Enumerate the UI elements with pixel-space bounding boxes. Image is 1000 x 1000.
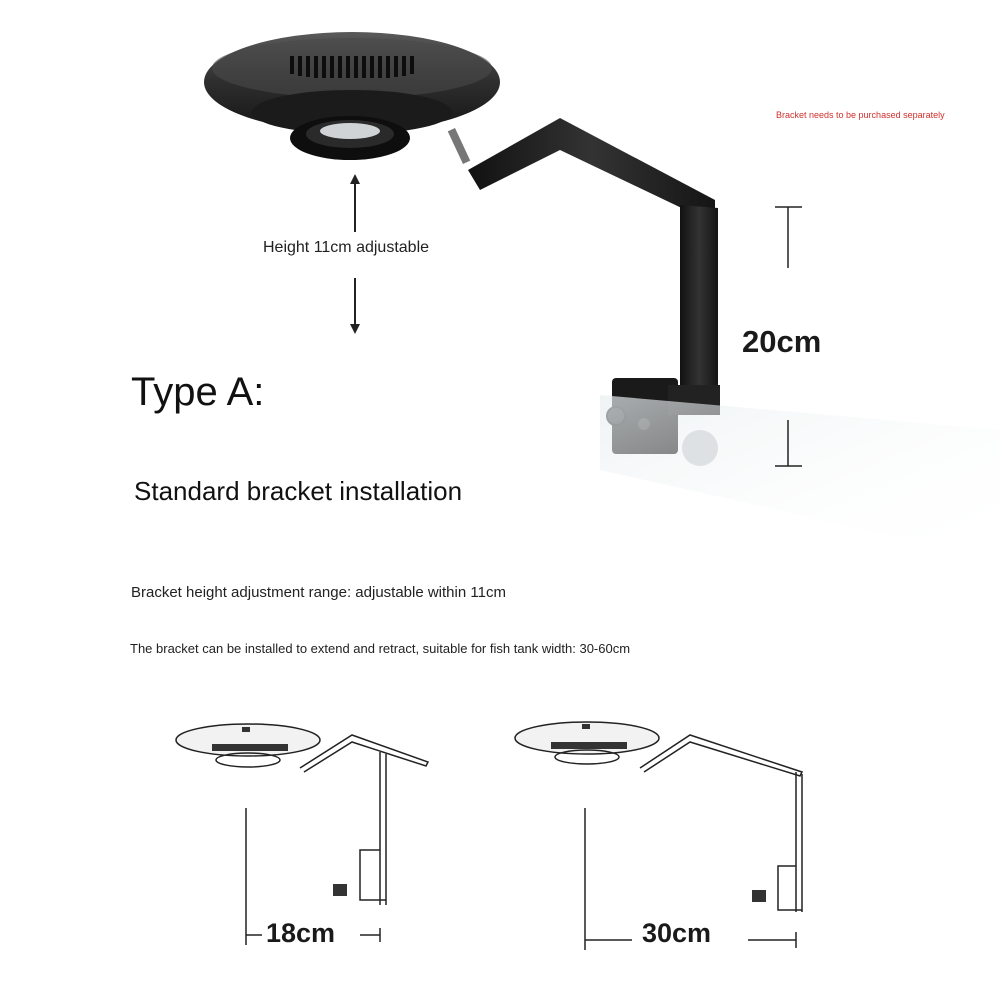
dimension-label-20cm: 20cm <box>742 324 822 359</box>
dimension-label-30cm: 30cm <box>642 918 712 948</box>
installation-subtitle: Standard bracket installation <box>134 476 463 506</box>
tank-width-description: The bracket can be installed to extend and retract, suitable for fish tank width: 30-60cm <box>130 641 631 656</box>
lamp-diagram-short <box>176 724 428 945</box>
type-title: Type A: <box>131 370 265 414</box>
ufo-lamp-photo <box>204 32 500 164</box>
height-adjustable-label: Height 11cm adjustable <box>263 239 430 256</box>
height-range-description: Bracket height adjustment range: adjustable within 11cm <box>131 584 506 601</box>
dimension-label-18cm: 18cm <box>266 918 336 948</box>
bracket-arm-photo <box>468 118 1000 560</box>
note-bracket-separate: Bracket needs to be purchased separately <box>776 110 945 120</box>
lamp-diagram-long <box>515 722 802 950</box>
